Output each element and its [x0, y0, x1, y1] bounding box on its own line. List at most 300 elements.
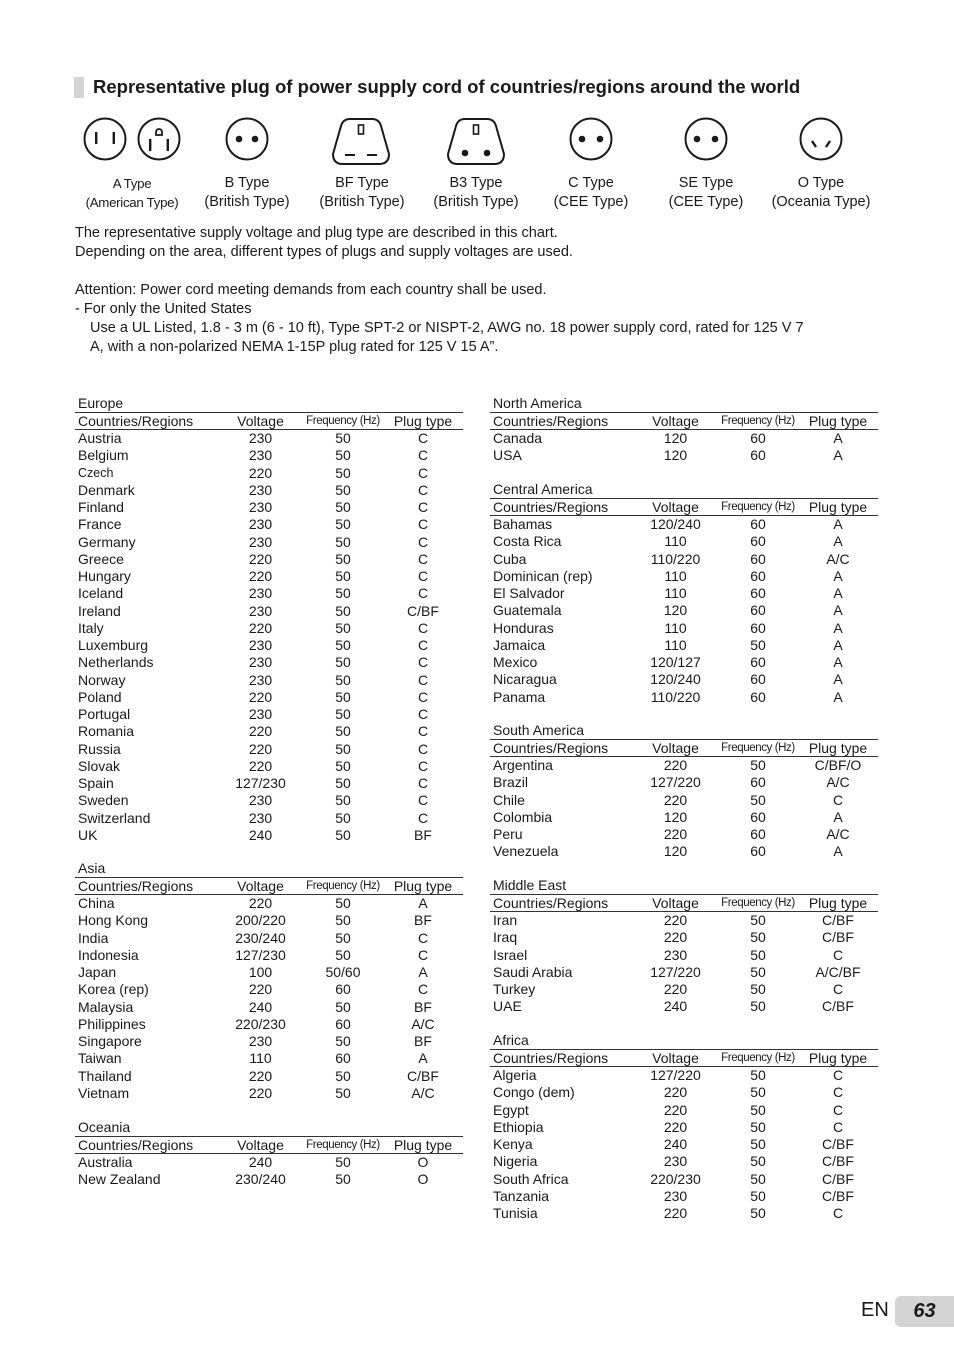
- cell-voltage: 220: [663, 1205, 688, 1222]
- cell-voltage: 230/240: [235, 929, 286, 946]
- header-country: Countries/Regions: [493, 1050, 609, 1067]
- cell-voltage: 230/240: [235, 1171, 286, 1188]
- cell-country: Thailand: [78, 1067, 132, 1084]
- cell-country: Singapore: [78, 1033, 142, 1050]
- cell-country: Italy: [78, 619, 104, 636]
- cell-plug-type: A: [833, 671, 843, 688]
- cell-frequency: 50: [335, 481, 351, 498]
- cell-frequency: 50: [335, 654, 351, 671]
- table-row: [75, 792, 463, 809]
- cell-plug-type: C: [832, 1084, 844, 1101]
- cell-plug-type: C: [417, 637, 429, 654]
- cell-plug-type: C/BF: [407, 1067, 439, 1084]
- table-row: [75, 1033, 463, 1050]
- cell-frequency: 50: [335, 533, 351, 550]
- table-row: [75, 1171, 463, 1188]
- table-row: [490, 447, 878, 464]
- table-row: [490, 654, 878, 671]
- table-row: [490, 533, 878, 550]
- cell-voltage: 230: [248, 809, 273, 826]
- header-plug-type: Plug type: [393, 413, 453, 430]
- cell-voltage: 230: [248, 671, 273, 688]
- cell-country: Luxemburg: [78, 637, 149, 654]
- region-title: Asia: [78, 860, 106, 876]
- cell-voltage: 240: [663, 998, 688, 1015]
- cell-country: Kenya: [493, 1136, 533, 1153]
- header-voltage: Voltage: [652, 740, 699, 757]
- cell-frequency: 50: [750, 1118, 766, 1135]
- cell-voltage: 240: [248, 998, 273, 1015]
- table-row: [75, 930, 463, 947]
- cell-plug-type: C: [832, 1118, 844, 1135]
- cell-plug-type: C: [417, 757, 429, 774]
- cell-frequency: 60: [335, 981, 351, 998]
- intro-paragraph: The representative supply voltage and plug type are described in this chart. Depending on the area, different types of plugs and supply voltages are used.: [75, 225, 573, 260]
- cell-country: Argentina: [493, 757, 553, 774]
- cell-plug-type: A/C: [826, 550, 850, 567]
- cell-plug-type: C: [417, 430, 429, 447]
- cell-plug-type: A/C: [411, 1015, 435, 1032]
- table-header: [75, 412, 463, 430]
- page-number: 63: [895, 1296, 954, 1327]
- region-title: Central America: [493, 481, 593, 497]
- cell-plug-type: A: [833, 654, 843, 671]
- cell-country: Sweden: [78, 792, 129, 809]
- cell-country: Taiwan: [78, 1050, 122, 1067]
- cell-frequency: 50: [335, 550, 351, 567]
- cell-frequency: 50: [335, 1154, 351, 1171]
- header-voltage: Voltage: [652, 499, 699, 516]
- cell-plug-type: C/BF: [822, 1136, 854, 1153]
- table-header: [75, 877, 463, 895]
- cell-plug-type: C: [832, 1067, 844, 1084]
- cell-voltage: 220: [248, 619, 273, 636]
- cell-country: Finland: [78, 499, 124, 516]
- cell-voltage: 220: [663, 1118, 688, 1135]
- cell-country: Guatemala: [493, 602, 562, 619]
- cell-plug-type: A: [833, 447, 843, 464]
- plug-o-type-icon: [799, 116, 843, 162]
- table-row: [490, 568, 878, 585]
- table-row: [75, 964, 463, 981]
- cell-plug-type: C/BF/O: [814, 757, 862, 774]
- cell-frequency: 50: [750, 963, 766, 980]
- cell-frequency: 50: [335, 619, 351, 636]
- cell-country: El Salvador: [493, 585, 565, 602]
- cell-frequency: 50: [750, 946, 766, 963]
- cell-plug-type: A: [833, 688, 843, 705]
- cell-plug-type: A: [833, 516, 843, 533]
- cell-country: Slovak: [78, 757, 121, 774]
- plug-a-type-ground-icon: [137, 116, 181, 162]
- cell-plug-type: C/BF: [822, 1170, 854, 1187]
- cell-country: Chile: [493, 791, 525, 808]
- cell-frequency: 60: [750, 619, 766, 636]
- cell-country: Cuba: [493, 550, 527, 567]
- table-row: [75, 1050, 463, 1067]
- table-row: [75, 758, 463, 775]
- table-row: [75, 1154, 463, 1171]
- header-country: Countries/Regions: [78, 1137, 194, 1154]
- cell-voltage: 120: [663, 843, 688, 860]
- cell-frequency: 50: [335, 1067, 351, 1084]
- cell-country: Tanzania: [493, 1187, 550, 1204]
- cell-voltage: 220/230: [650, 1170, 701, 1187]
- cell-frequency: 50/60: [325, 964, 361, 981]
- table-row: [490, 998, 878, 1015]
- cell-voltage: 220: [663, 981, 688, 998]
- cell-frequency: 50: [335, 568, 351, 585]
- table-row: [490, 430, 878, 447]
- cell-frequency: 60: [750, 843, 766, 860]
- table-row: [75, 912, 463, 929]
- cell-plug-type: BF: [414, 998, 432, 1015]
- cell-country: Algeria: [493, 1067, 537, 1084]
- cell-plug-type: C: [417, 792, 429, 809]
- cell-plug-type: A: [833, 602, 843, 619]
- cell-plug-type: A: [833, 636, 843, 653]
- cell-voltage: 230: [663, 1187, 688, 1204]
- cell-voltage: 230: [248, 585, 273, 602]
- cell-plug-type: A: [833, 533, 843, 550]
- header-frequency: Frequency (Hz): [721, 742, 795, 755]
- cell-country: Peru: [493, 826, 523, 843]
- table-row: [490, 964, 878, 981]
- cell-frequency: 50: [335, 740, 351, 757]
- cell-voltage: 120/127: [650, 654, 701, 671]
- cell-frequency: 50: [335, 775, 351, 792]
- cell-voltage: 230: [663, 946, 688, 963]
- cell-plug-type: C: [417, 671, 429, 688]
- cell-frequency: 60: [335, 1015, 351, 1032]
- cell-plug-type: C: [417, 568, 429, 585]
- cell-voltage: 120/240: [650, 516, 701, 533]
- table-row: [75, 534, 463, 551]
- title-accent-bar: [74, 77, 84, 98]
- cell-frequency: 50: [335, 757, 351, 774]
- table-row: [75, 465, 463, 482]
- cell-voltage: 200/220: [235, 912, 286, 929]
- cell-country: Hong Kong: [78, 912, 149, 929]
- cell-country: India: [78, 929, 109, 946]
- cell-frequency: 50: [335, 946, 351, 963]
- cell-plug-type: C: [417, 740, 429, 757]
- cell-voltage: 220/230: [235, 1015, 286, 1032]
- header-plug-type: Plug type: [808, 895, 868, 912]
- cell-frequency: 50: [335, 912, 351, 929]
- table-row: [490, 1171, 878, 1188]
- attention-paragraph: Attention: Power cord meeting demands from each country shall be used. - For only the United States Use a UL Listed, 1.8 - 3 m (6 - 10 ft), Type SPT-2 or NISPT-2, AWG no. 18 power supply cord, rated for 125 V 7 A, with a non-polarized NEMA 1-15P plug rated for 125 V 15 A”.: [75, 282, 804, 355]
- table-header: [490, 739, 878, 757]
- table-row: [490, 1067, 878, 1084]
- cell-voltage: 110: [664, 533, 687, 550]
- cell-country: Tunisia: [493, 1205, 538, 1222]
- plug-label-se: SE Type (CEE Type): [668, 175, 744, 210]
- cell-plug-type: C: [417, 533, 429, 550]
- cell-frequency: 50: [335, 671, 351, 688]
- header-plug-type: Plug type: [808, 499, 868, 516]
- cell-country: Iceland: [78, 585, 124, 602]
- cell-country: Bahamas: [493, 516, 553, 533]
- cell-plug-type: A: [418, 1050, 428, 1067]
- cell-country: Egypt: [493, 1101, 529, 1118]
- cell-country: Iran: [493, 912, 518, 929]
- cell-plug-type: A: [418, 895, 428, 912]
- cell-country: Hungary: [78, 568, 131, 585]
- header-country: Countries/Regions: [493, 740, 609, 757]
- cell-frequency: 60: [750, 447, 766, 464]
- region-title: Middle East: [493, 877, 567, 893]
- cell-frequency: 50: [335, 688, 351, 705]
- table-row: [75, 723, 463, 740]
- cell-plug-type: A/C/BF: [815, 963, 861, 980]
- table-oceania: [75, 1119, 463, 1189]
- cell-plug-type: C: [417, 688, 429, 705]
- table-row: [75, 654, 463, 671]
- header-country: Countries/Regions: [493, 413, 609, 430]
- cell-country: Iraq: [493, 929, 518, 946]
- header-frequency: Frequency (Hz): [721, 415, 795, 428]
- cell-voltage: 230: [248, 602, 273, 619]
- cell-frequency: 50: [335, 895, 351, 912]
- table-row: [75, 672, 463, 689]
- table-row: [490, 912, 878, 929]
- cell-plug-type: C/BF: [822, 1187, 854, 1204]
- table-row: [490, 689, 878, 706]
- cell-voltage: 240: [663, 1136, 688, 1153]
- cell-frequency: 50: [750, 1067, 766, 1084]
- cell-voltage: 120: [663, 430, 688, 447]
- cell-voltage: 240: [248, 826, 273, 843]
- cell-frequency: 50: [750, 636, 766, 653]
- cell-country: Panama: [493, 688, 546, 705]
- cell-country: Turkey: [493, 981, 536, 998]
- table-row: [75, 585, 463, 602]
- cell-country: Jamaica: [493, 636, 546, 653]
- table-row: [490, 620, 878, 637]
- plug-label-b3: B3 Type (British Type): [433, 175, 519, 210]
- cell-voltage: 120: [663, 808, 688, 825]
- cell-voltage: 220: [663, 757, 688, 774]
- cell-voltage: 220: [248, 1084, 273, 1101]
- table-row: [75, 447, 463, 464]
- cell-country: Portugal: [78, 706, 131, 723]
- cell-country: Australia: [78, 1154, 133, 1171]
- cell-frequency: 50: [750, 1101, 766, 1118]
- table-row: [75, 482, 463, 499]
- cell-plug-type: O: [417, 1154, 429, 1171]
- table-central-america: [490, 481, 878, 706]
- cell-voltage: 220: [248, 1067, 273, 1084]
- cell-country: Austria: [78, 430, 122, 447]
- cell-voltage: 120: [663, 447, 688, 464]
- cell-voltage: 220: [248, 688, 273, 705]
- table-header: [490, 894, 878, 912]
- header-plug-type: Plug type: [808, 1050, 868, 1067]
- region-title: Oceania: [78, 1119, 131, 1135]
- table-row: [490, 1188, 878, 1205]
- plug-label-c: C Type (CEE Type): [553, 175, 629, 210]
- header-plug-type: Plug type: [808, 413, 868, 430]
- cell-plug-type: C: [417, 447, 429, 464]
- cell-voltage: 240: [248, 1154, 273, 1171]
- cell-plug-type: C: [417, 706, 429, 723]
- header-country: Countries/Regions: [78, 878, 194, 895]
- table-row: [490, 1119, 878, 1136]
- cell-country: South Africa: [493, 1170, 569, 1187]
- cell-voltage: 127/220: [650, 963, 701, 980]
- table-row: [490, 1153, 878, 1170]
- table-row: [75, 775, 463, 792]
- cell-country: Venezuela: [493, 843, 559, 860]
- cell-voltage: 230: [248, 792, 273, 809]
- cell-plug-type: C: [417, 585, 429, 602]
- header-frequency: Frequency (Hz): [721, 897, 795, 910]
- cell-country: Indonesia: [78, 946, 139, 963]
- table-row: [490, 757, 878, 774]
- cell-frequency: 50: [750, 1084, 766, 1101]
- cell-voltage: 127/220: [650, 1067, 701, 1084]
- plug-se-type-icon: [684, 116, 728, 162]
- table-row: [490, 843, 878, 860]
- cell-plug-type: C: [832, 946, 844, 963]
- cell-plug-type: C: [417, 981, 429, 998]
- header-voltage: Voltage: [237, 1137, 284, 1154]
- cell-country: Colombia: [493, 808, 553, 825]
- header-frequency: Frequency (Hz): [306, 880, 380, 893]
- table-row: [75, 499, 463, 516]
- cell-plug-type: C: [832, 981, 844, 998]
- cell-plug-type: A/C: [826, 826, 850, 843]
- plug-bf-type-icon: [331, 116, 391, 168]
- cell-voltage: 127/230: [235, 775, 286, 792]
- table-row: [490, 929, 878, 946]
- language-indicator: EN: [861, 1299, 889, 1321]
- cell-country: Malaysia: [78, 998, 134, 1015]
- table-row: [490, 1136, 878, 1153]
- cell-country: Philippines: [78, 1015, 146, 1032]
- cell-frequency: 50: [750, 929, 766, 946]
- cell-frequency: 50: [335, 998, 351, 1015]
- table-row: [490, 602, 878, 619]
- header-country: Countries/Regions: [493, 895, 609, 912]
- cell-country: Germany: [78, 533, 136, 550]
- cell-plug-type: C: [832, 1101, 844, 1118]
- table-row: [490, 947, 878, 964]
- cell-voltage: 230: [248, 499, 273, 516]
- cell-plug-type: C: [417, 723, 429, 740]
- cell-frequency: 50: [335, 809, 351, 826]
- cell-frequency: 50: [750, 791, 766, 808]
- cell-plug-type: A/C: [826, 774, 850, 791]
- cell-frequency: 50: [750, 1205, 766, 1222]
- cell-voltage: 230: [248, 1033, 273, 1050]
- cell-voltage: 110/220: [650, 688, 701, 705]
- header-voltage: Voltage: [652, 895, 699, 912]
- plug-b3-type-icon: [446, 116, 506, 168]
- table-row: [490, 1205, 878, 1222]
- table-row: [75, 620, 463, 637]
- cell-voltage: 110: [664, 619, 687, 636]
- cell-country: Czech: [78, 465, 114, 480]
- cell-frequency: 50: [335, 826, 351, 843]
- cell-frequency: 60: [750, 567, 766, 584]
- cell-plug-type: C: [417, 516, 429, 533]
- region-title: Africa: [493, 1032, 529, 1048]
- cell-frequency: 60: [750, 430, 766, 447]
- cell-voltage: 220: [248, 464, 273, 481]
- cell-voltage: 220: [663, 912, 688, 929]
- cell-country: Norway: [78, 671, 126, 688]
- cell-country: Nigeria: [493, 1153, 538, 1170]
- cell-country: Belgium: [78, 447, 129, 464]
- cell-plug-type: A: [833, 585, 843, 602]
- cell-country: Denmark: [78, 481, 135, 498]
- header-frequency: Frequency (Hz): [721, 501, 795, 514]
- cell-voltage: 220: [248, 740, 273, 757]
- header-country: Countries/Regions: [78, 413, 194, 430]
- cell-plug-type: BF: [414, 1033, 432, 1050]
- cell-frequency: 50: [335, 430, 351, 447]
- cell-frequency: 50: [335, 1084, 351, 1101]
- cell-country: France: [78, 516, 122, 533]
- table-row: [490, 774, 878, 791]
- table-row: [75, 637, 463, 654]
- table-row: [490, 809, 878, 826]
- cell-plug-type: O: [417, 1171, 429, 1188]
- header-country: Countries/Regions: [493, 499, 609, 516]
- cell-plug-type: C/BF: [822, 998, 854, 1015]
- cell-plug-type: C: [417, 775, 429, 792]
- cell-frequency: 60: [750, 654, 766, 671]
- cell-country: Switzerland: [78, 809, 151, 826]
- plug-b-type-icon: [225, 116, 269, 162]
- table-row: [75, 430, 463, 447]
- table-row: [75, 981, 463, 998]
- cell-plug-type: C/BF: [822, 912, 854, 929]
- cell-voltage: 220: [248, 550, 273, 567]
- cell-plug-type: A/C: [411, 1084, 435, 1101]
- cell-plug-type: C/BF: [822, 929, 854, 946]
- cell-voltage: 110: [664, 585, 687, 602]
- cell-frequency: 60: [335, 1050, 351, 1067]
- cell-frequency: 50: [335, 706, 351, 723]
- table-row: [75, 999, 463, 1016]
- cell-frequency: 50: [750, 1136, 766, 1153]
- cell-frequency: 50: [335, 792, 351, 809]
- cell-country: China: [78, 895, 115, 912]
- cell-voltage: 220: [248, 981, 273, 998]
- cell-voltage: 110: [664, 567, 687, 584]
- cell-frequency: 50: [335, 499, 351, 516]
- table-row: [75, 706, 463, 723]
- cell-frequency: 60: [750, 602, 766, 619]
- cell-frequency: 50: [335, 637, 351, 654]
- cell-frequency: 50: [335, 1033, 351, 1050]
- cell-plug-type: C/BF: [822, 1153, 854, 1170]
- cell-frequency: 50: [335, 602, 351, 619]
- cell-plug-type: BF: [414, 826, 432, 843]
- cell-plug-type: BF: [414, 912, 432, 929]
- cell-voltage: 230: [248, 533, 273, 550]
- cell-country: Vietnam: [78, 1084, 130, 1101]
- cell-voltage: 230: [248, 481, 273, 498]
- header-voltage: Voltage: [652, 413, 699, 430]
- table-row: [490, 1102, 878, 1119]
- cell-country: USA: [493, 447, 522, 464]
- header-voltage: Voltage: [237, 878, 284, 895]
- cell-country: Romania: [78, 723, 135, 740]
